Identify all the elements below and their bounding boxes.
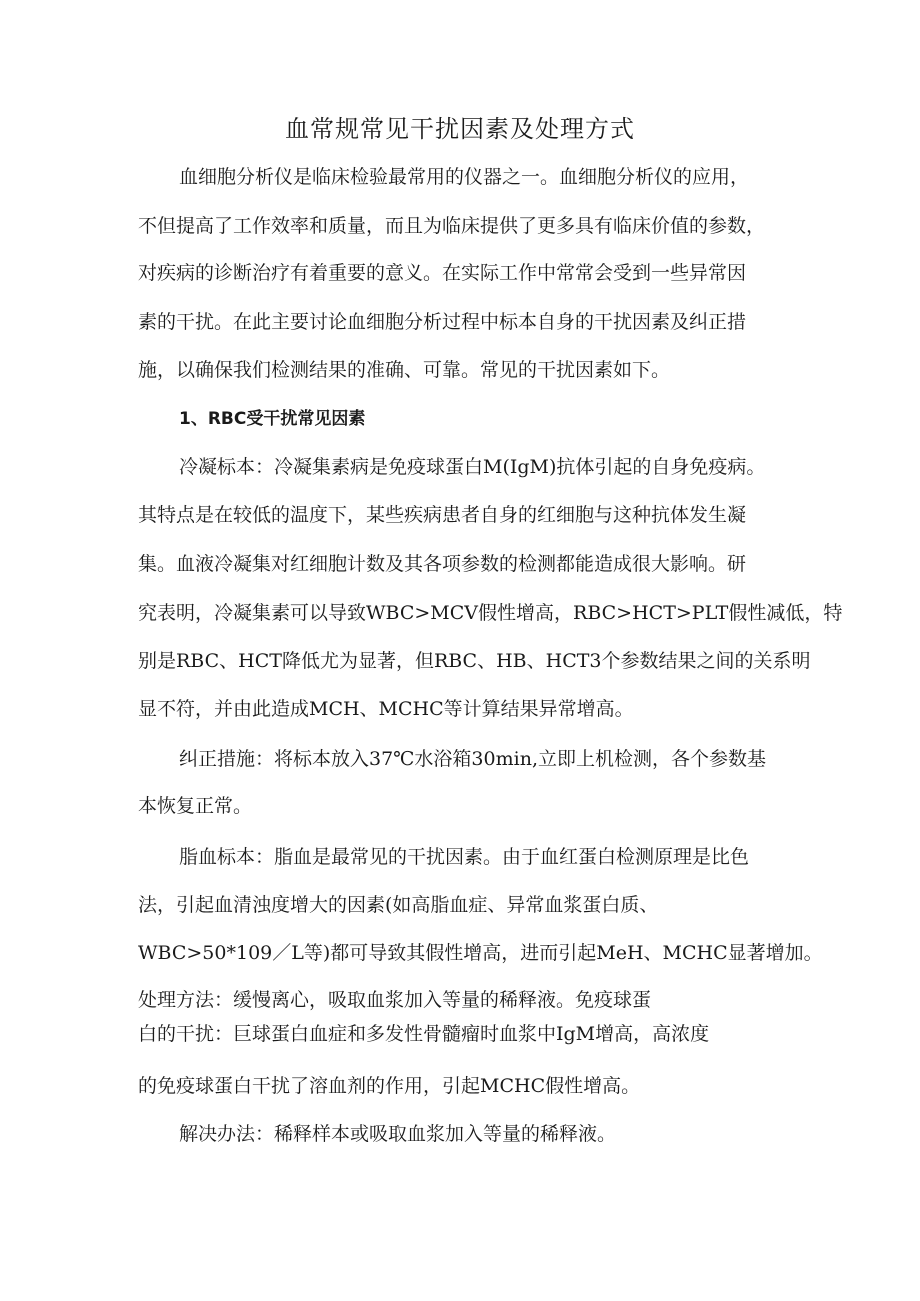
correction-line-1: 纠正措施：将标本放入37℃水浴箱30min,立即上机检测，各个参数基 [179, 748, 766, 770]
page-title: 血常规常见干扰因素及处理方式 [285, 115, 635, 143]
treatment-line-3: 的免疫球蛋白干扰了溶血剂的作用，引起MCHC假性增高。 [138, 1075, 641, 1097]
cold-agglutinin-line-3: 集。血液冷凝集对红细胞计数及其各项参数的检测都能造成很大影响。研 [138, 553, 747, 575]
treatment-line-1: 处理方法：缓慢离心，吸取血浆加入等量的稀释液。免疫球蛋 [138, 989, 652, 1011]
correction-line-2: 本恢复正常。 [138, 795, 253, 817]
cold-agglutinin-line-6: 显不符，并由此造成MCH、MCHC等计算结果异常增高。 [138, 698, 634, 720]
section-heading: 1、RBC受干扰常见因素 [179, 409, 366, 429]
cold-agglutinin-line-5: 别是RBC、HCT降低尤为显著，但RBC、HB、HCT3个参数结果之间的关系明 [138, 650, 811, 672]
intro-line-2: 不但提高了工作效率和质量，而且为临床提供了更多具有临床价值的参数， [138, 215, 766, 237]
intro-line-1: 血细胞分析仪是临床检验最常用的仪器之一。血细胞分析仪的应用， [179, 166, 750, 188]
cold-agglutinin-line-2: 其特点是在较低的温度下，某些疾病患者自身的红细胞与这种抗体发生凝 [138, 504, 747, 526]
treatment-line-2: 白的干扰：巨球蛋白血症和多发性骨髓瘤时血浆中IgM增高，高浓度 [138, 1023, 710, 1045]
intro-line-5: 施，以确保我们检测结果的准确、可靠。常见的干扰因素如下。 [138, 359, 671, 381]
cold-agglutinin-line-4: 究表明，冷凝集素可以导致WBC>MCV假性增高，RBC>HCT>PLT假性减低，特 [138, 602, 843, 624]
lipemia-line-2: 法，引起血清浊度增大的因素(如高脂血症、异常血浆蛋白质、 [138, 894, 659, 916]
intro-line-4: 素的干扰。在此主要讨论血细胞分析过程中标本自身的干扰因素及纠正措 [138, 311, 747, 333]
solution-line: 解决办法：稀释样本或吸取血浆加入等量的稀释液。 [179, 1123, 617, 1145]
lipemia-line-1: 脂血标本：脂血是最常见的干扰因素。由于血红蛋白检测原理是比色 [179, 846, 750, 868]
cold-agglutinin-line-1: 冷凝标本：冷凝集素病是免疫球蛋白M(IgM)抗体引起的自身免疫病。 [179, 456, 766, 478]
intro-line-3: 对疾病的诊断治疗有着重要的意义。在实际工作中常常会受到一些异常因 [138, 262, 747, 284]
lipemia-line-3: WBC>50*109／L等)都可导致其假性增高，进而引起MeH、MCHC显著增加。 [138, 942, 823, 964]
